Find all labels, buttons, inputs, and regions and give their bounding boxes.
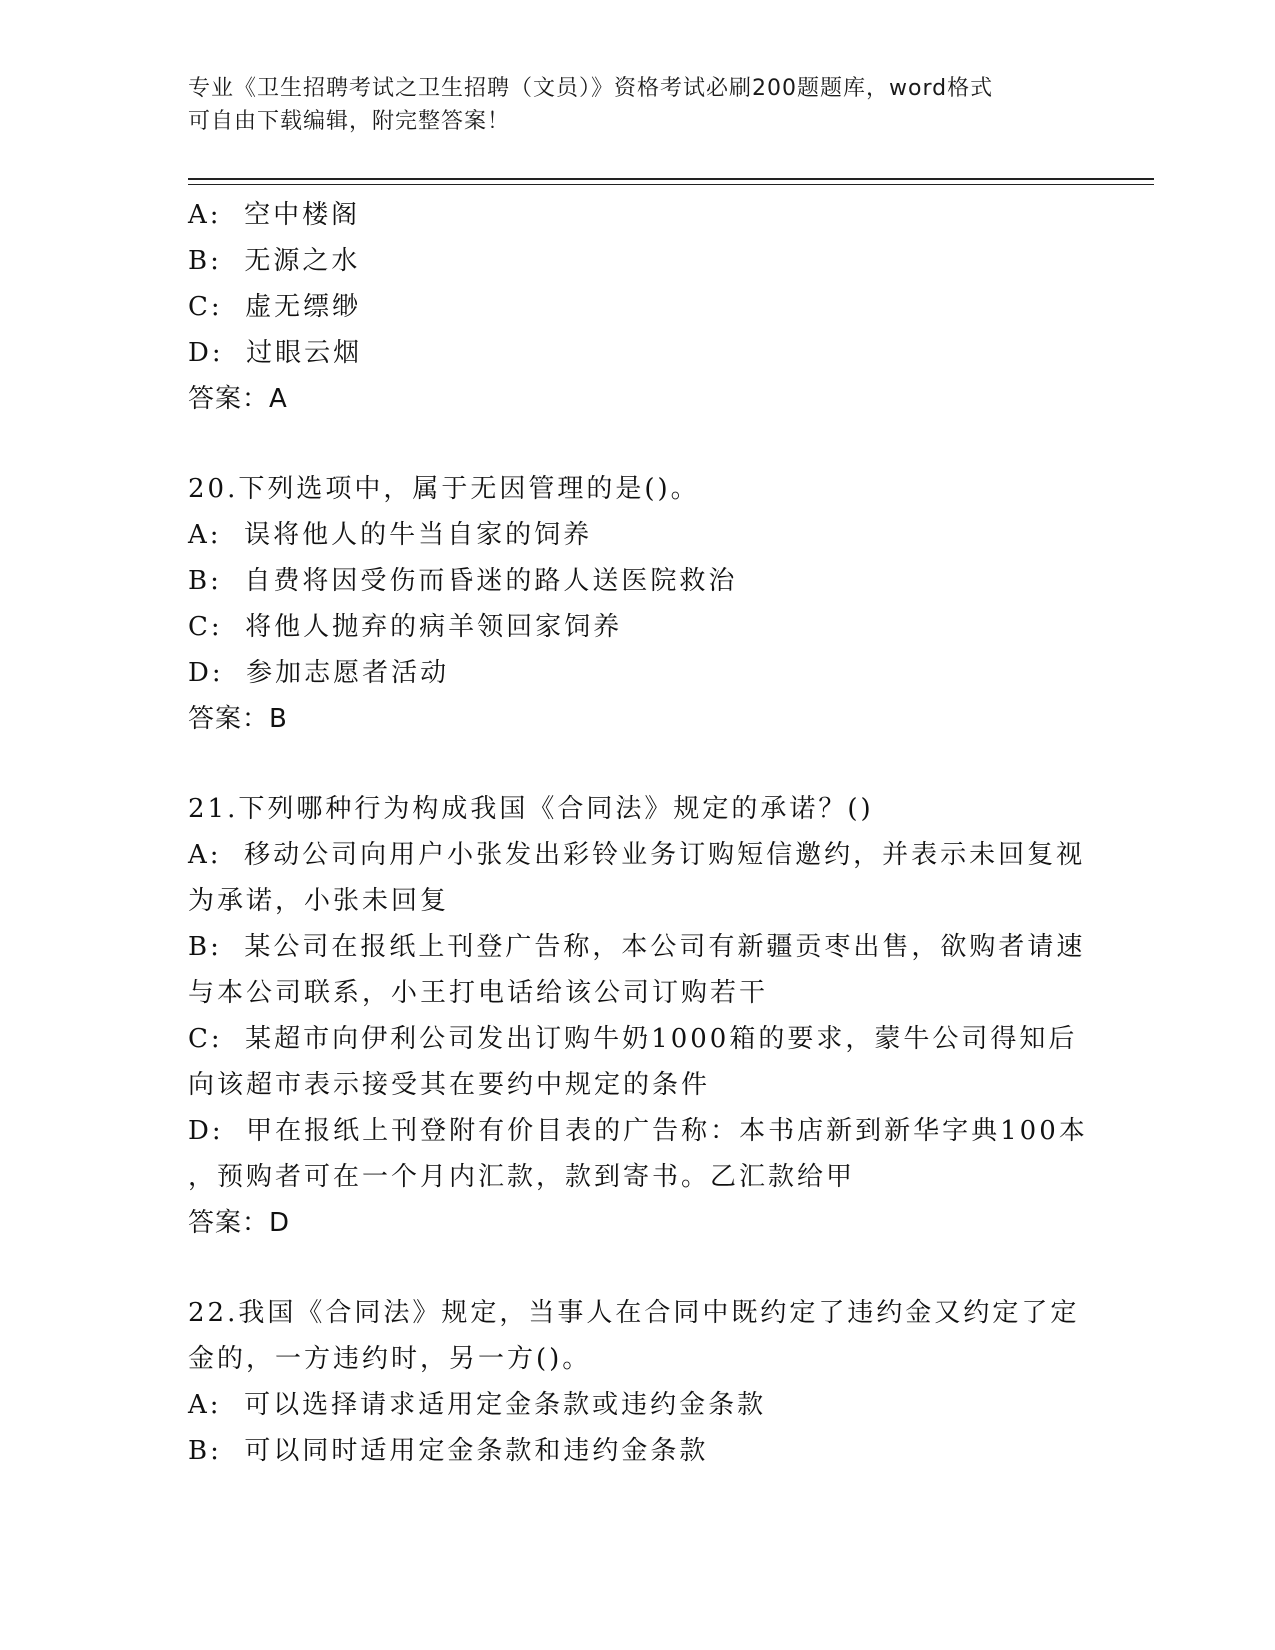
q19-option-c: C: 虚无缥缈: [188, 292, 362, 322]
q21-option-b-line1: B: 某公司在报纸上刊登广告称，本公司有新疆贡枣出售，欲购者请速: [188, 932, 1086, 962]
q22-stem-line2: 金的，一方违约时，另一方()。: [188, 1344, 592, 1374]
q20-option-a: A: 误将他人的牛当自家的饲养: [188, 520, 593, 550]
q20-answer: 答案：B: [188, 704, 288, 734]
document-header: [188, 72, 1088, 138]
q20-stem: 20.下列选项中，属于无因管理的是()。: [188, 474, 700, 504]
q22-option-a: A: 可以选择请求适用定金条款或违约金条款: [188, 1390, 767, 1420]
q20-option-b: B: 自费将因受伤而昏迷的路人送医院救治: [188, 566, 738, 596]
q21-option-c-line2: 向该超市表示接受其在要约中规定的条件: [188, 1070, 711, 1100]
q19-option-d: D: 过眼云烟: [188, 338, 363, 368]
header-divider-thin: [188, 184, 1154, 185]
q21-option-a-line1: A: 移动公司向用户小张发出彩铃业务订购短信邀约，并表示未回复视: [188, 840, 1086, 870]
q21-option-a-line2: 为承诺，小张未回复: [188, 886, 450, 916]
q22-option-b: B: 可以同时适用定金条款和违约金条款: [188, 1436, 709, 1466]
q19-answer: 答案：A: [188, 384, 288, 414]
q21-option-d-line2: ，预购者可在一个月内汇款，款到寄书。乙汇款给甲: [188, 1162, 856, 1192]
header-divider-thick: [188, 178, 1154, 180]
q19-option-a: A: 空中楼阁: [188, 200, 361, 230]
q22-stem-line1: 22.我国《合同法》规定，当事人在合同中既约定了违约金又约定了定: [188, 1298, 1080, 1328]
header-line-1: 专业《卫生招聘考试之卫生招聘（文员）》资格考试必刷200题题库，word格式: [188, 76, 994, 101]
q20-option-c: C: 将他人抛弃的病羊领回家饲养: [188, 612, 623, 642]
q21-stem: 21.下列哪种行为构成我国《合同法》规定的承诺？(): [188, 794, 874, 824]
header-line-2: 可自由下载编辑，附完整答案！: [188, 109, 511, 134]
question-list: [188, 192, 1088, 1474]
q21-option-c-line1: C: 某超市向伊利公司发出订购牛奶1000箱的要求，蒙牛公司得知后: [188, 1024, 1078, 1054]
q19-option-b: B: 无源之水: [188, 246, 361, 276]
q20-option-d: D: 参加志愿者活动: [188, 658, 450, 688]
q21-answer: 答案：D: [188, 1208, 291, 1238]
q21-option-b-line2: 与本公司联系，小王打电话给该公司订购若干: [188, 978, 769, 1008]
q21-option-d-line1: D: 甲在报纸上刊登附有价目表的广告称：本书店新到新华字典100本: [188, 1116, 1088, 1146]
